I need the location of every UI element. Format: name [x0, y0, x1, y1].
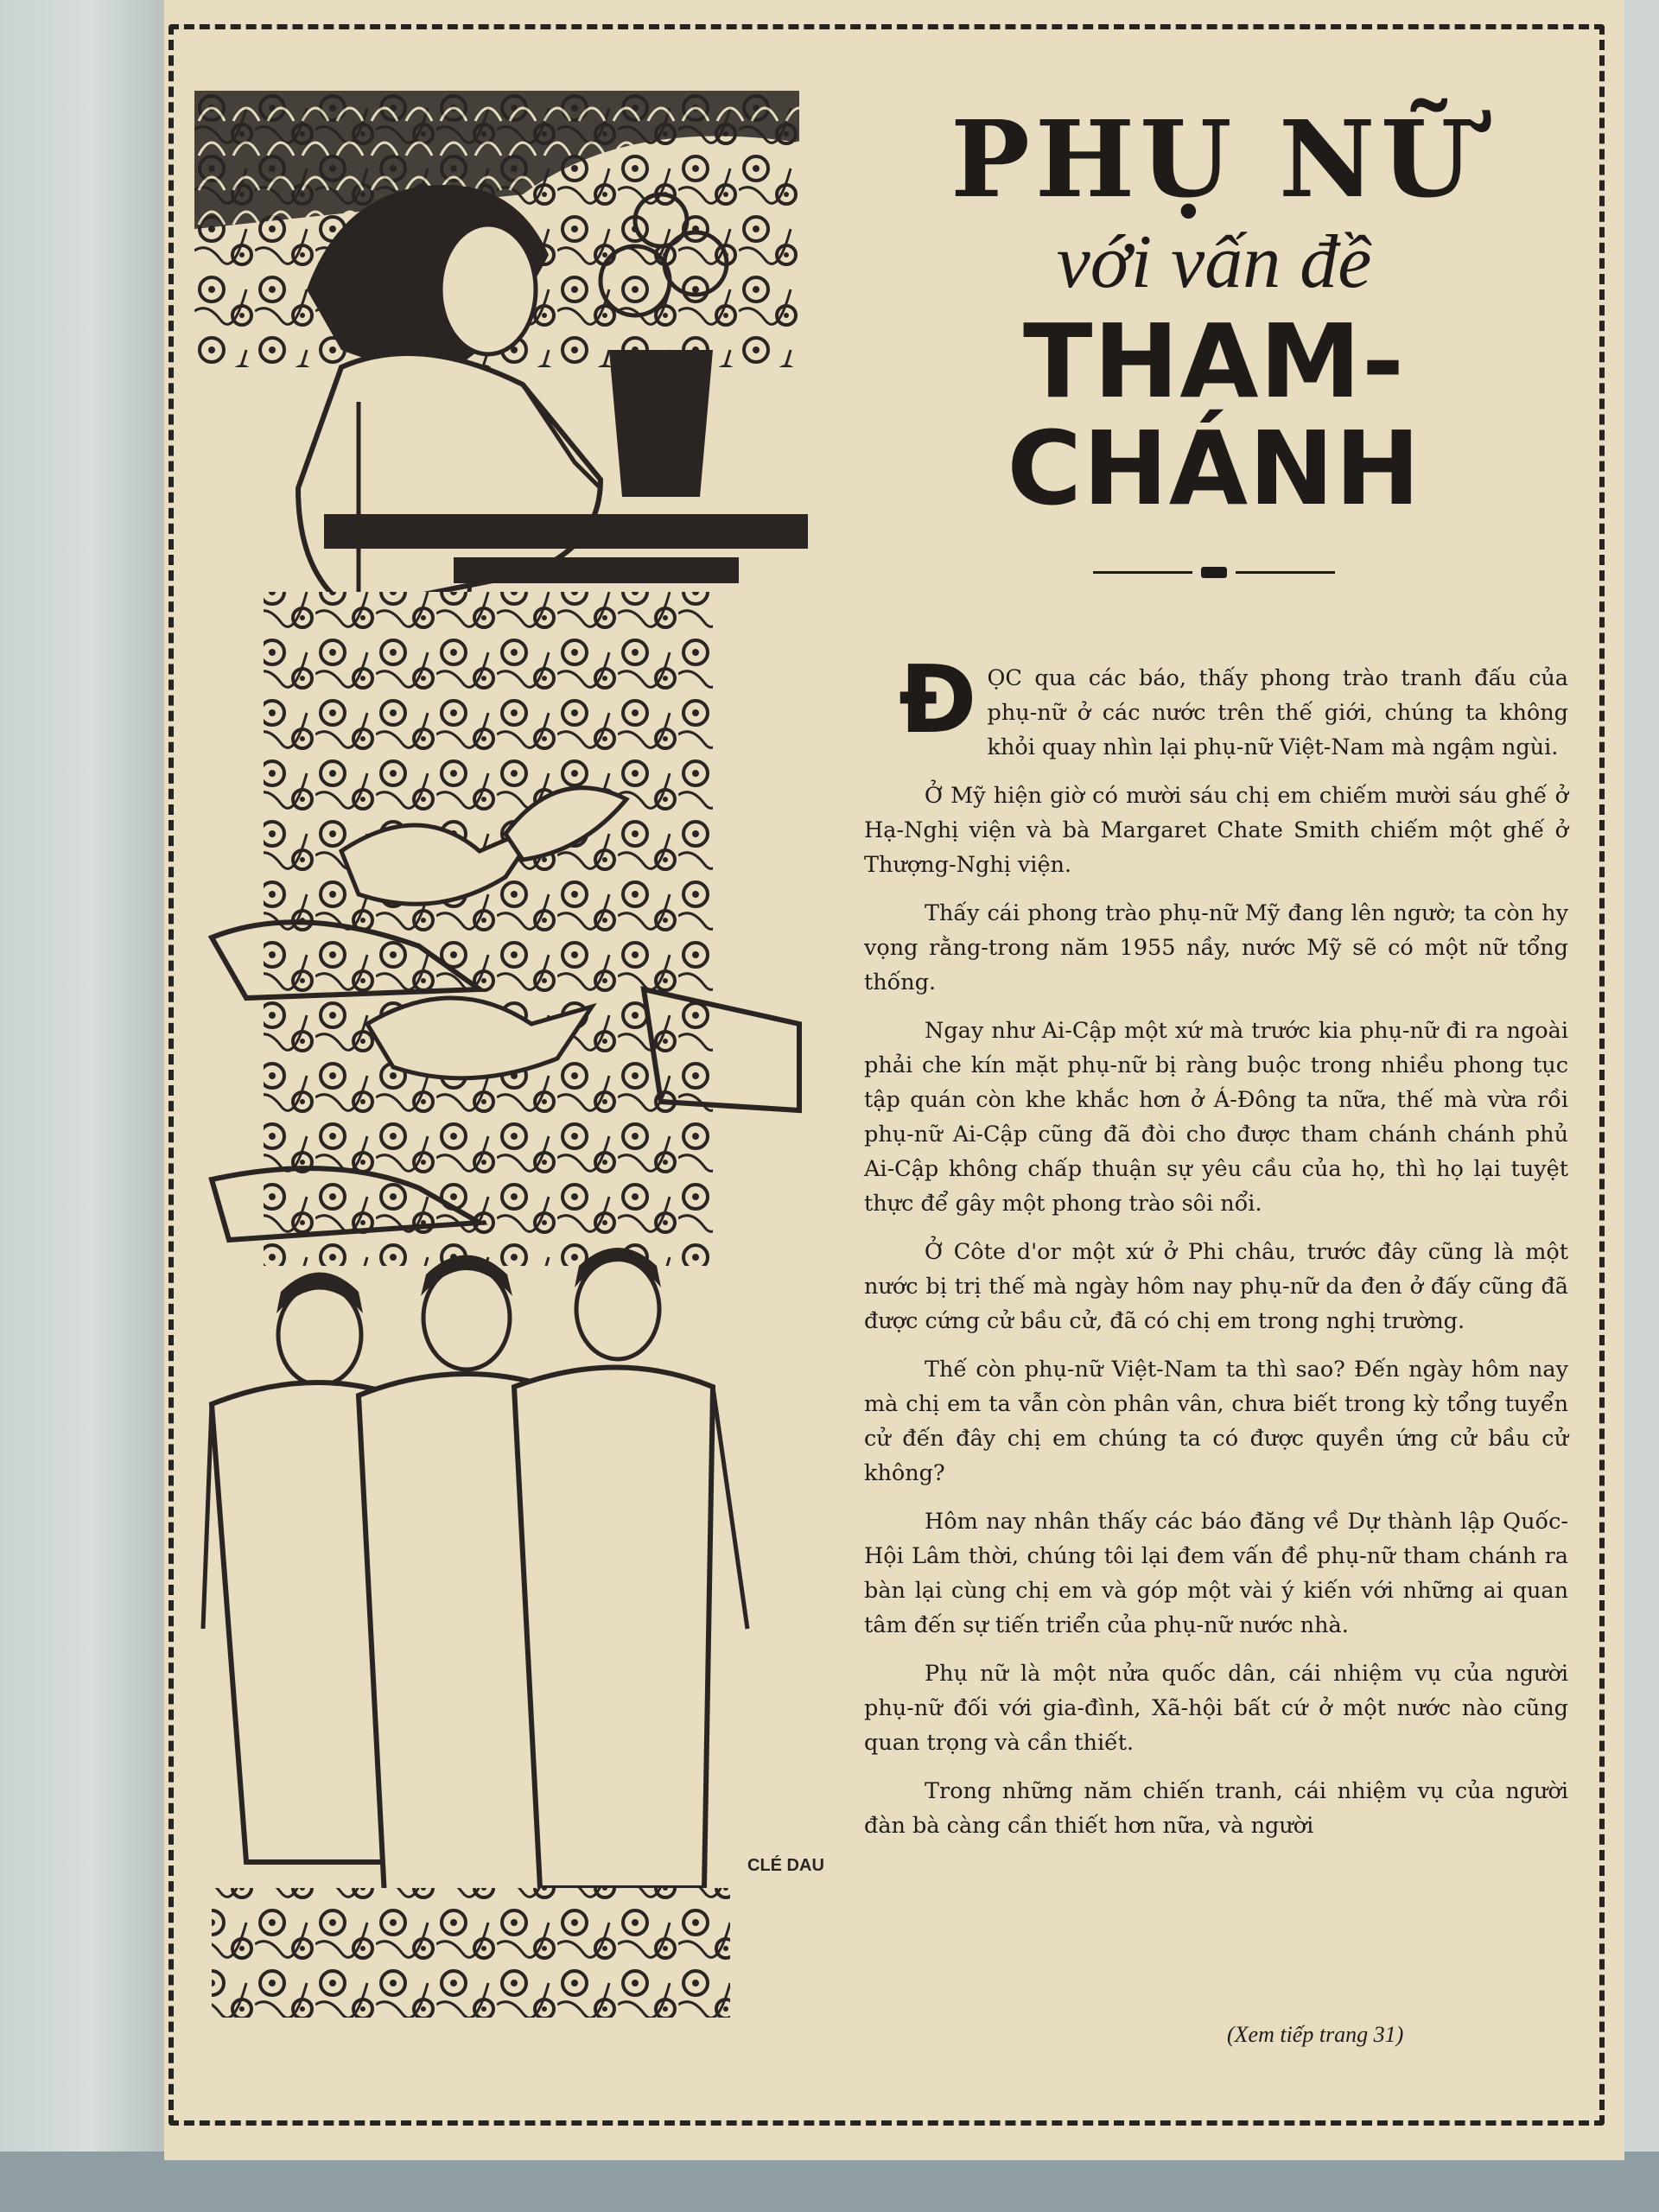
- paragraph-9: Trong những năm chiến tranh, cái nhiệm vụ của người đàn bà càng cần thiết hơn nữa, và người: [864, 1778, 1568, 1839]
- paragraph-2: Ở Mỹ hiện giờ có mười sáu chị em chiếm mười sáu ghế ở Hạ-Nghị viện và bà Margaret Chate Smith chiếm một ghế ở Thượng-Nghị viện.: [864, 783, 1568, 878]
- drop-cap: Đ: [899, 646, 977, 754]
- floral-band-bottom: [212, 1888, 730, 2018]
- headline-phu-nu: PHỤ NỮ: [950, 97, 1478, 221]
- paragraph-3: Thấy cái phong trào phụ-nữ Mỹ đang lên ngườ; ta còn hy vọng rằng-trong năm 1955 nầy, nước Mỹ sẽ có một nữ tổng thống.: [864, 900, 1568, 995]
- continuation-note: (Xem tiếp trang 31): [1227, 2022, 1404, 2047]
- article-body: [864, 646, 1568, 1857]
- three-women-figures: [203, 1248, 747, 1897]
- headline-tham-chanh: THAM-CHÁNH: [1007, 301, 1421, 528]
- background-surface: [0, 2152, 1659, 2212]
- headline-sub: với vấn đề: [1056, 220, 1372, 305]
- floral-band-middle: [264, 592, 713, 1266]
- facing-page-edge: [0, 0, 164, 2212]
- artist-signature: CLÉ DAU: [747, 1856, 824, 1875]
- paragraph-1: ĐỌC qua các báo, thấy phong trào tranh đấu của phụ-nữ ở các nước trên thế giới, chúng ta không khỏi quay nhìn lại phụ-nữ Việt-Nam mà ngậm ngùi.: [899, 646, 1568, 760]
- paragraph-4: Ngay như Ai-Cập một xứ mà trước kia phụ-nữ đi ra ngoài phải che kín mặt phụ-nữ bị ràng buộc trong nhiều phong tục tập quán còn khe khắc hơn ở Á-Đông ta nữa, thế mà vừa rồi phụ-nữ Ai-Cập cũng đã đòi cho được tham chánh chánh phủ Ai-Cập không chấp thuận sự yêu cầu của họ, thì họ lại tuyệt thực để gây một phong trào sôi nổi.: [864, 1018, 1568, 1217]
- woodcut-illustration: [194, 91, 851, 2026]
- paragraph-8: Phụ nữ là một nửa quốc dân, cái nhiệm vụ của người phụ-nữ đối với gia-đình, Xã-hội bất cứ ở một nước nào cũng quan trọng và cần thiết.: [864, 1661, 1568, 1756]
- vase-icon: [609, 350, 713, 497]
- title-block: [855, 97, 1573, 582]
- paragraph-7: Hôm nay nhân thấy các báo đăng về Dự thành lập Quốc-Hội Lâm thời, chúng tôi lại đem vấn đề phụ-nữ tham chánh ra bàn lại cùng chị em và góp một vài ý kiến với những ai quan tâm đến sự tiến triển của phụ-nữ nước nhà.: [864, 1509, 1568, 1638]
- paragraph-6: Thế còn phụ-nữ Việt-Nam ta thì sao? Đến ngày hôm nay mà chị em ta vẫn còn phân vân, chưa biết trong kỳ tổng tuyển cử đến đây chị em chúng ta có được quyền ứng cử bầu cử không?: [864, 1357, 1568, 1486]
- ornamental-divider: [1093, 564, 1335, 582]
- paragraph-5: Ở Côte d'or một xứ ở Phi châu, trước đây cũng là một nước bị trị thế mà ngày hôm nay phụ-nữ da đen ở đấy cũng đã được cứng cử bầu cử, đã có chị em trong nghị trường.: [864, 1239, 1568, 1334]
